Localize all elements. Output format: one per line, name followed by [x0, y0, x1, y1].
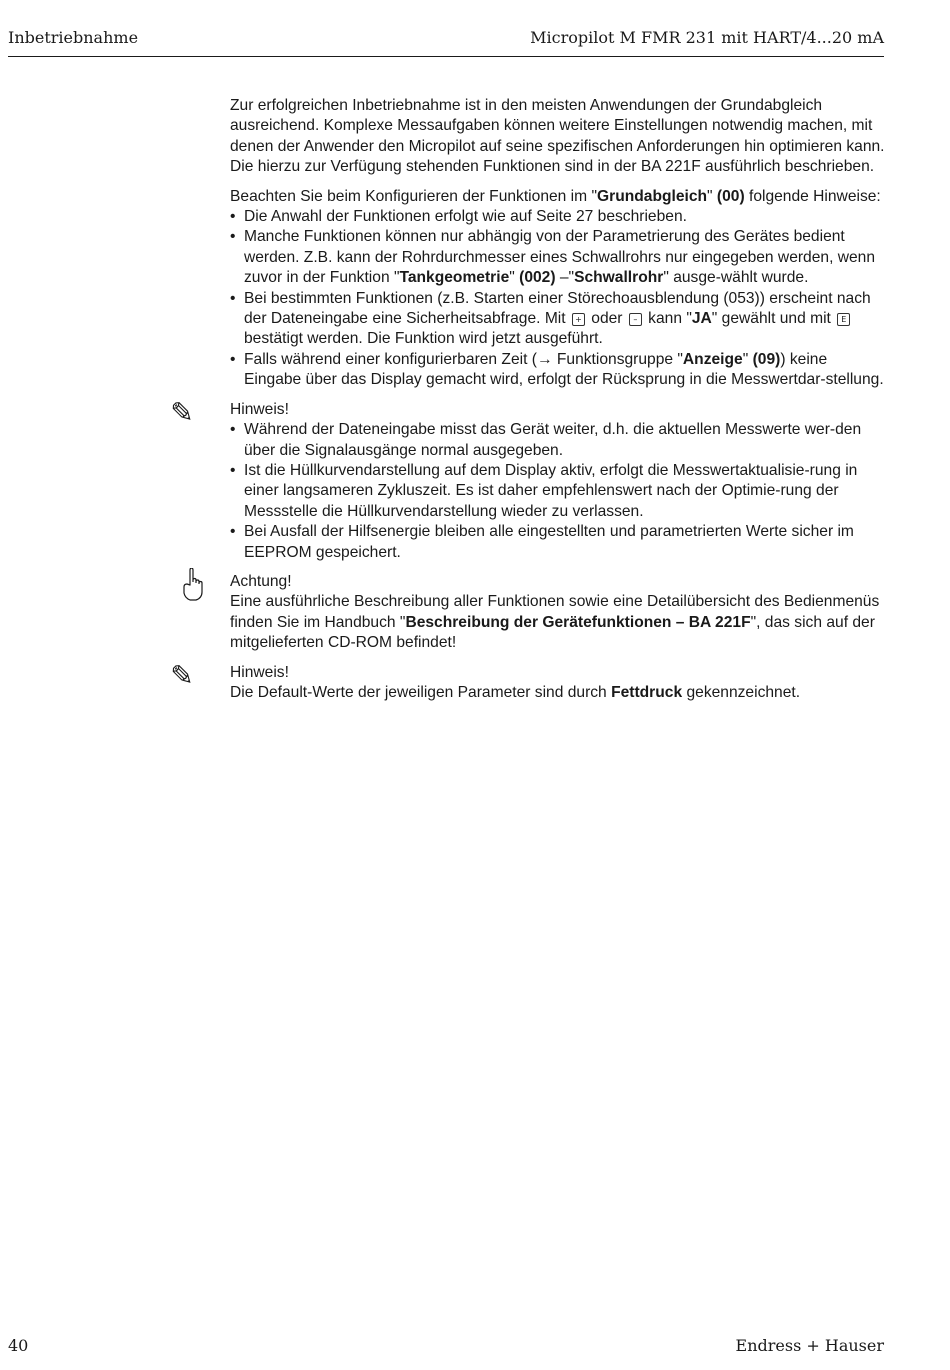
- header-divider: [8, 56, 884, 57]
- plus-key-icon: +: [572, 313, 585, 326]
- page-header: [8, 28, 884, 50]
- pencil-icon: ✎: [170, 395, 194, 429]
- intro-paragraph: Zur erfolgreichen Inbetriebnahme ist in den meisten Anwendungen der Grundabgleich ausreichend. Komplexe Messaufgaben können weitere Einstellungen notwendig machen, mit denen der Anwender den Micropilot auf seine spezifischen Anforderungen hin optimieren kann. Die hierzu zur Verfügung stehenden Funktionen sind in der BA 221F ausführlich beschrieben.: [230, 97, 885, 176]
- page-footer: [8, 1336, 884, 1358]
- list-item: • Die Anwahl der Funktionen erfolgt wie auf Seite 27 beschrieben.: [230, 207, 886, 227]
- note-block: [170, 395, 886, 563]
- pencil-icon: ✎: [170, 658, 194, 692]
- company-name: Endress + Hauser: [735, 1336, 884, 1355]
- page-number: 40: [8, 1336, 29, 1355]
- main-content: [170, 96, 886, 712]
- header-section-title: Inbetriebnahme: [8, 28, 139, 47]
- list-item: • Falls während einer konfigurierbaren Zeit (→ Funktionsgruppe "Anzeige" (09)) keine Eingabe über das Display gemacht wird, erfolgt der Rücksprung in die Messwertdar-stellung.: [230, 350, 886, 391]
- note-title: Hinweis!: [230, 400, 289, 418]
- list-item: • Während der Dateneingabe misst das Gerät weiter, d.h. die aktuellen Messwerte wer-den über die Signalausgänge normal ausgegeben.: [230, 420, 886, 461]
- note-title: Hinweis!: [230, 663, 289, 681]
- caution-text: Eine ausführliche Beschreibung aller Funktionen sowie eine Detailübersicht des Bedienmenüs finden Sie im Handbuch "Beschreibung der Gerätefunktionen – BA 221F", das sich auf der mitgelieferten CD-ROM befindet!: [230, 593, 880, 652]
- function-group-name: Grundabgleich: [597, 187, 708, 205]
- enter-key-icon: E: [837, 313, 850, 326]
- minus-key-icon: –: [629, 313, 642, 326]
- caution-title: Achtung!: [230, 572, 292, 590]
- note-list: [230, 420, 886, 563]
- header-product-title: Micropilot M FMR 231 mit HART/4...20 mA: [530, 28, 884, 47]
- list-item: • Manche Funktionen können nur abhängig von der Parametrierung des Gerätes bedient werden. Z.B. kann der Rohrdurchmesser eines Schwallrohrs nur eingegeben werden, wenn zuvor in der Funktion "Tankgeometrie" (002) –"Schwallrohr" ausge-wählt wurde.: [230, 227, 886, 288]
- config-hints-list: [230, 207, 886, 391]
- caution-block: [230, 572, 886, 654]
- manual-title: Beschreibung der Gerätefunktionen – BA 221F: [405, 613, 751, 631]
- pointing-hand-icon: [182, 568, 204, 602]
- note-block-defaults: [170, 658, 886, 704]
- list-item: • Bei bestimmten Funktionen (z.B. Starten einer Störechoausblendung (053)) erscheint nach der Dateneingabe eine Sicherheitsabfrage. Mit + oder – kann "JA" gewählt und mit E bestätigt werden. Die Funktion wird jetzt ausgeführt.: [230, 289, 886, 350]
- config-paragraph: Beachten Sie beim Konfigurieren der Funktionen im "Grundabgleich" (00) folgende Hinweise:: [230, 187, 881, 205]
- note-text: Die Default-Werte der jeweiligen Parameter sind durch Fettdruck gekennzeichnet.: [230, 683, 801, 701]
- list-item: • Ist die Hüllkurvendarstellung auf dem Display aktiv, erfolgt die Messwertaktualisie-rung in einer langsameren Zykluszeit. Es ist daher empfehlenswert nach der Optimie-rung der Messstelle die Hüllkurvendarstellung wieder zu verlassen.: [230, 461, 886, 522]
- function-group-code: (00): [716, 187, 745, 205]
- list-item: • Bei Ausfall der Hilfsenergie bleiben alle eingestellten und parametrierten Werte sicher im EEPROM gespeichert.: [230, 522, 886, 563]
